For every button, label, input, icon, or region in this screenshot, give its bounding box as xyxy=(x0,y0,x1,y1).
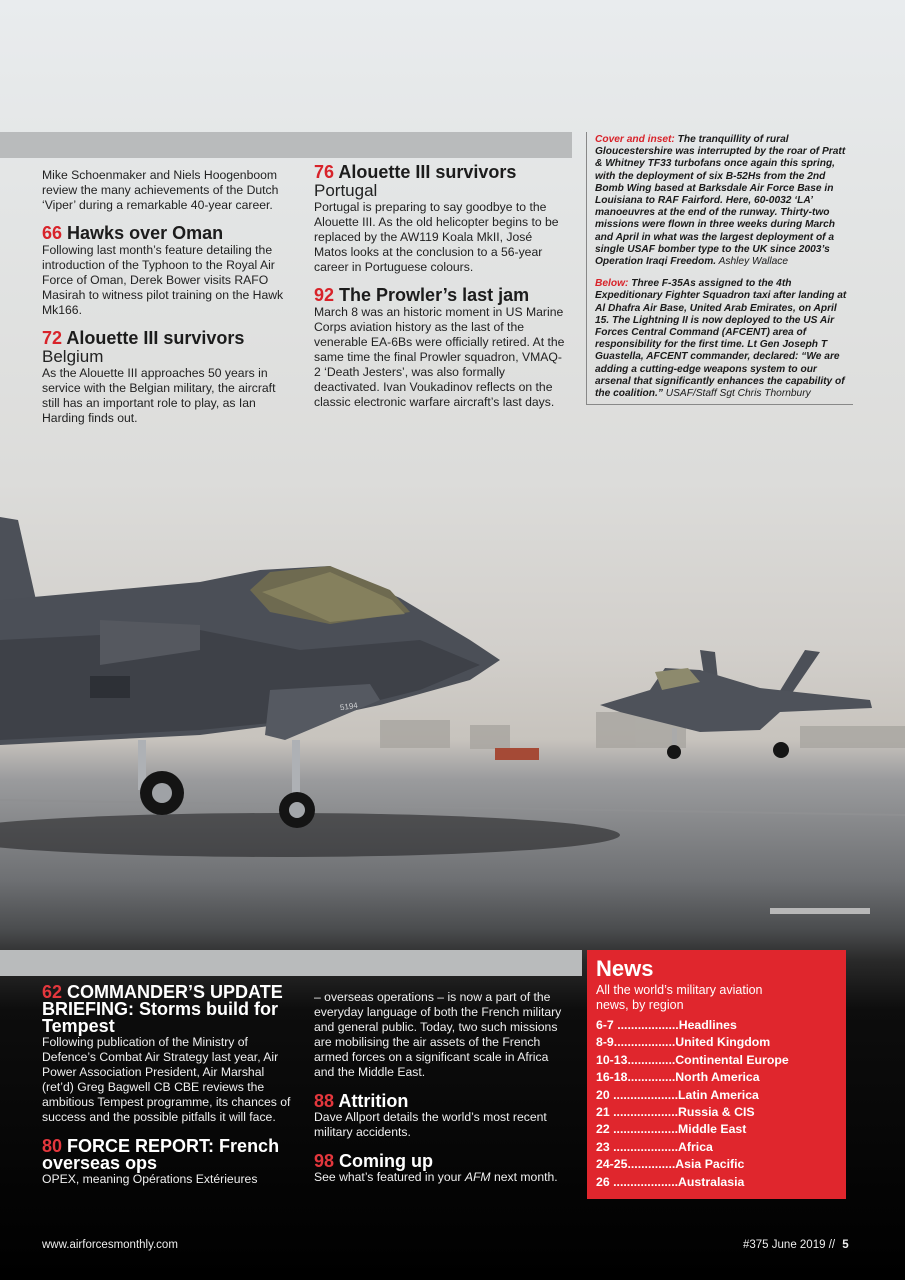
news-leader: ................... xyxy=(613,1139,679,1154)
footer-website[interactable]: www.airforcesmonthly.com xyxy=(42,1239,178,1251)
article-title: The Prowler’s last jam xyxy=(339,285,530,305)
caption-text-cover: The tranquillity of rural Gloucestershire was interrupted by the roar of Pratt & Whitney TF33 turbofans once again this spring, with the deployment of six B-52Hs from the 2nd Bomb Wing based at Barksdale Air Force Base in Louisiana to RAF Fairford. Here, 60-0032 ‘LA’ manoeuvres at the end of the runway. Thirty-two missions were flown in three weeks during March and April in what was the largest deployment of a single USAF bomber type to the UK since 2003’s Operation Iraqi Freedom. xyxy=(595,134,846,268)
article-body-text: next month. xyxy=(490,1170,558,1184)
news-leader: .................. xyxy=(617,1018,679,1032)
news-pages: 26 xyxy=(596,1174,614,1189)
news-label: Headlines xyxy=(678,1018,737,1032)
article-title: Attrition xyxy=(338,1091,409,1111)
article-body: Following publication of the Ministry of Defence’s Combat Air Strategy last year, Air Power Association President, Air Marshal (ret’d) Greg Bagwell CB CBE reviews the ambitious Tempest programme, its chances of success and the possible pitfalls it will face. xyxy=(42,1035,291,1124)
top-mid-column xyxy=(314,162,568,410)
article-number: 88 xyxy=(314,1091,335,1111)
news-title: News xyxy=(596,956,654,981)
news-item[interactable] xyxy=(596,1105,789,1122)
article-62[interactable] xyxy=(42,984,294,1125)
article-number: 80 xyxy=(42,1136,63,1156)
news-label: Russia & CIS xyxy=(678,1104,755,1119)
caption-label-below: Below: xyxy=(595,278,629,290)
news-pages: 8-9 xyxy=(596,1035,614,1050)
news-leader: .............. xyxy=(627,1052,676,1067)
article-body: Following last month’s feature detailing the introduction of the Typhoon to the Royal Air Force of Oman, Derek Bower visits RAFO Masirah to witness pilot training on the Hawk Mk166. xyxy=(42,243,284,317)
article-number: 98 xyxy=(314,1151,335,1171)
news-pages: 23 xyxy=(596,1139,614,1154)
page-number: 5 xyxy=(842,1239,849,1251)
news-label: North America xyxy=(675,1070,760,1085)
news-leader: .................. xyxy=(613,1035,676,1050)
news-pages: 20 xyxy=(596,1087,614,1102)
article-title: Hawks over Oman xyxy=(67,223,224,243)
article-body-text: See what’s featured in your xyxy=(314,1170,465,1184)
article-subtitle: Portugal xyxy=(314,181,378,200)
news-box xyxy=(587,950,846,1199)
article-subtitle: Belgium xyxy=(42,347,104,366)
horizon-structure xyxy=(495,748,539,760)
news-label: Asia Pacific xyxy=(675,1157,745,1172)
photo-caption xyxy=(586,132,853,405)
magazine-name: AFM xyxy=(464,1170,491,1184)
news-pages: 22 xyxy=(596,1122,614,1137)
article-body: Portugal is preparing to say goodbye to the Alouette III. As the old helicopter begins to be replaced by the AW119 Koala MkII, José Matos looks at the conclusion to a 56-year career in Portuguese colours. xyxy=(314,200,559,274)
news-item[interactable] xyxy=(596,1035,789,1052)
article-number: 76 xyxy=(314,162,335,182)
news-leader: ................... xyxy=(613,1104,679,1119)
top-left-column xyxy=(42,168,287,426)
news-item[interactable] xyxy=(596,1018,789,1035)
article-92[interactable] xyxy=(314,285,568,410)
article-number: 72 xyxy=(42,328,63,348)
news-item[interactable] xyxy=(596,1088,789,1105)
article-body: OPEX, meaning Opérations Extérieures xyxy=(42,1172,258,1186)
runway-line xyxy=(0,800,905,815)
aircraft-marking: 5194 xyxy=(339,700,359,713)
news-leader: .............. xyxy=(627,1157,676,1172)
article-title: Alouette III survivors xyxy=(338,162,517,182)
issue-label: #375 June 2019 // xyxy=(743,1239,836,1251)
caption-credit-below: USAF/Staff Sgt Chris Thornbury xyxy=(662,388,811,400)
news-pages: 10-13 xyxy=(596,1052,628,1067)
article-title: Alouette III survivors xyxy=(66,328,245,348)
article-88[interactable] xyxy=(314,1093,566,1140)
article-body: March 8 was an historic moment in US Marine Corps aviation history as the last of the venerable EA-6Bs were officially retired. At the same time the final Prowler squadron, VMAQ-2 ‘Death Jesters’, was also formally deactivated. Ivan Voukadinov reflects on the classic electronic warfare aircraft’s last days. xyxy=(314,305,565,409)
article-title: COMMANDER’S UPDATE BRIEFING: Storms build for Tempest xyxy=(42,982,283,1036)
news-item[interactable] xyxy=(596,1053,789,1070)
bottom-bar xyxy=(0,950,582,976)
news-item[interactable] xyxy=(596,1070,789,1087)
news-leader: ................... xyxy=(613,1174,679,1189)
f35-near xyxy=(0,517,500,828)
runway-marking xyxy=(770,908,870,914)
intro-text: Mike Schoenmaker and Niels Hoogenboom review the many achievements of the Dutch ‘Viper’ during a remarkable 40-year career. xyxy=(42,168,279,212)
news-item[interactable] xyxy=(596,1122,789,1139)
news-leader: .............. xyxy=(627,1070,676,1085)
footer-issue xyxy=(743,1239,849,1251)
news-label: Latin America xyxy=(678,1087,759,1102)
news-label: Middle East xyxy=(678,1122,747,1137)
bottom-mid-column xyxy=(314,990,566,1185)
news-item[interactable] xyxy=(596,1140,789,1157)
article-76[interactable] xyxy=(314,162,568,275)
news-pages: 24-25 xyxy=(596,1157,628,1172)
article-number: 66 xyxy=(42,223,63,243)
article-72[interactable] xyxy=(42,328,287,426)
article-80[interactable] xyxy=(42,1138,294,1187)
news-label: Africa xyxy=(678,1139,713,1154)
top-bar xyxy=(0,132,572,158)
article-title: Coming up xyxy=(339,1151,434,1171)
news-label: Continental Europe xyxy=(675,1052,789,1067)
caption-label-cover: Cover and inset: xyxy=(595,134,675,145)
article-98[interactable] xyxy=(314,1153,566,1185)
news-item[interactable] xyxy=(596,1157,789,1174)
caption-text-below: Three F-35As assigned to the 4th Expeditionary Fighter Squadron taxi after landing at Al Dhafra Air Base, United Arab Emirates, on April 15. The Lightning II is now deployed to the US Air Forces Central Command (AFCENT) area of responsibility for the first time. Lt Gen Joseph T Guastella, AFCENT commander, declared: “We are adding a cutting-edge weapons system to our arsenal that significantly enhances the capability of the coalition.” xyxy=(595,278,847,400)
article-number: 92 xyxy=(314,285,335,305)
article-body: As the Alouette III approaches 50 years in service with the Belgian military, the aircraft still has an important role to play, as Ian Harding finds out. xyxy=(42,366,276,425)
article-title: FORCE REPORT: French overseas ops xyxy=(42,1136,280,1173)
article-body xyxy=(314,1170,566,1185)
news-item[interactable] xyxy=(596,1175,789,1192)
article-66[interactable] xyxy=(42,223,287,318)
news-leader: ................... xyxy=(613,1122,679,1137)
news-pages: 6-7 xyxy=(596,1018,618,1032)
article-80-continuation: – overseas operations – is now a part of the everyday language of both the French military and general public. Today, two such missions are mobilising the air assets of the French armed forces on a significant scale in Africa and the Middle East. xyxy=(314,990,562,1079)
news-index xyxy=(596,1018,789,1192)
news-pages: 16-18 xyxy=(596,1070,628,1085)
news-pages: 21 xyxy=(596,1104,614,1119)
article-body: Dave Allport details the world’s most recent military accidents. xyxy=(314,1110,547,1139)
news-label: Australasia xyxy=(678,1174,745,1189)
news-leader: ................... xyxy=(613,1087,679,1102)
bottom-left-column xyxy=(42,984,294,1187)
caption-credit-cover: Ashley Wallace xyxy=(716,256,789,268)
article-number: 62 xyxy=(42,982,63,1002)
news-description: All the world’s military aviation news, by region xyxy=(596,983,763,1012)
news-label: United Kingdom xyxy=(675,1035,771,1050)
